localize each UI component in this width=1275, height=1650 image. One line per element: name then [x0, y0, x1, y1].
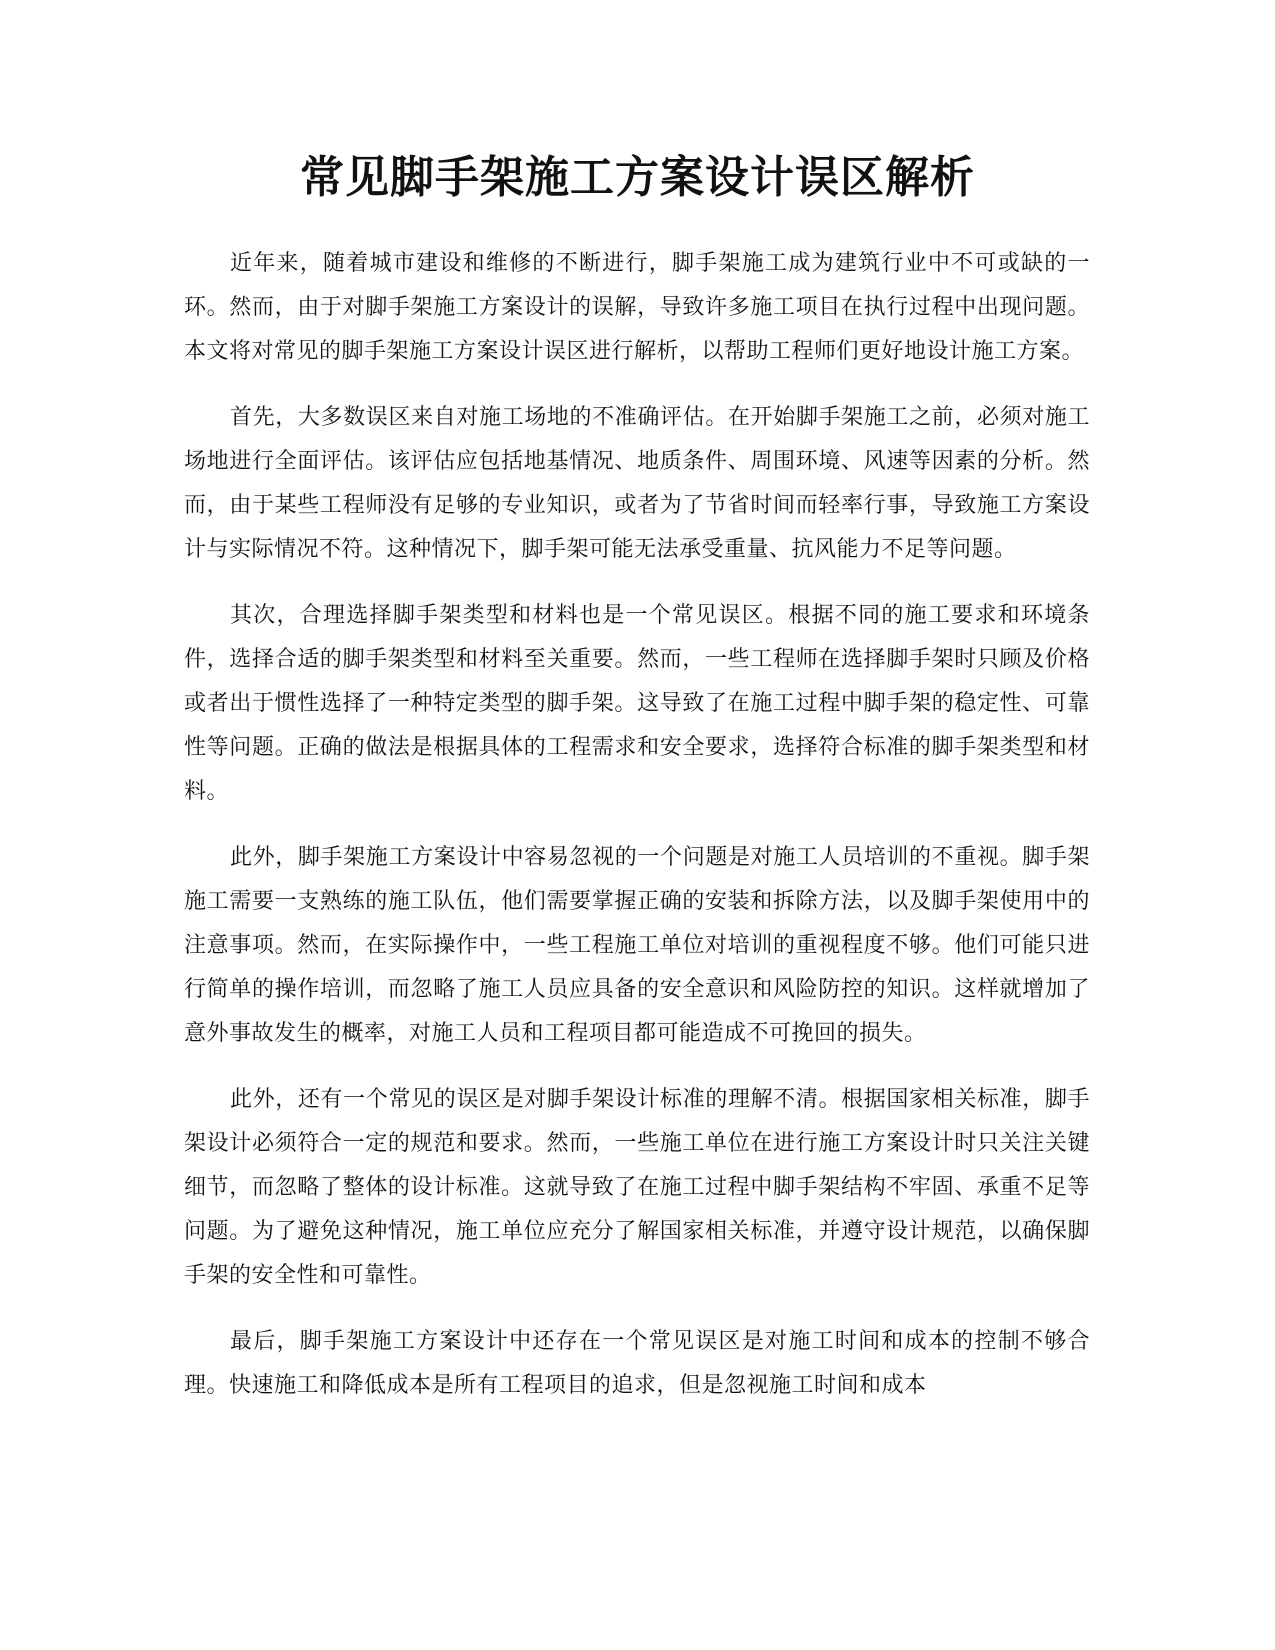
paragraph-6: 最后，脚手架施工方案设计中还存在一个常见误区是对施工时间和成本的控制不够合理。快速施工和降低成本是所有工程项目的追求，但是忽视施工时间和成本: [184, 1329, 1090, 1398]
paragraph-1: 近年来，随着城市建设和维修的不断进行，脚手架施工成为建筑行业中不可或缺的一环。然而，由于对脚手架施工方案设计的误解，导致许多施工项目在执行过程中出现问题。本文将对常见的脚手架施工方案设计误区进行解析，以帮助工程师们更好地设计施工方案。: [184, 251, 1090, 364]
paragraph-5: 此外，还有一个常见的误区是对脚手架设计标准的理解不清。根据国家相关标准，脚手架设计必须符合一定的规范和要求。然而，一些施工单位在进行施工方案设计时只关注关键细节，而忽略了整体的设计标准。这就导致了在施工过程中脚手架结构不牢固、承重不足等问题。为了避免这种情况，施工单位应充分了解国家相关标准，并遵守设计规范，以确保脚手架的安全性和可靠性。: [184, 1087, 1090, 1288]
document-title: 常见脚手架施工方案设计误区解析: [300, 152, 975, 203]
paragraph-3: 其次，合理选择脚手架类型和材料也是一个常见误区。根据不同的施工要求和环境条件，选择合适的脚手架类型和材料至关重要。然而，一些工程师在选择脚手架时只顾及价格或者出于惯性选择了一种特定类型的脚手架。这导致了在施工过程中脚手架的稳定性、可靠性等问题。正确的做法是根据具体的工程需求和安全要求，选择符合标准的脚手架类型和材料。: [184, 603, 1090, 804]
document-body: [184, 242, 1090, 1430]
paragraph-2: 首先，大多数误区来自对施工场地的不准确评估。在开始脚手架施工之前，必须对施工场地进行全面评估。该评估应包括地基情况、地质条件、周围环境、风速等因素的分析。然而，由于某些工程师没有足够的专业知识，或者为了节省时间而轻率行事，导致施工方案设计与实际情况不符。这种情况下，脚手架可能无法承受重量、抗风能力不足等问题。: [184, 405, 1090, 562]
paragraph-4: 此外，脚手架施工方案设计中容易忽视的一个问题是对施工人员培训的不重视。脚手架施工需要一支熟练的施工队伍，他们需要掌握正确的安装和拆除方法，以及脚手架使用中的注意事项。然而，在实际操作中，一些工程施工单位对培训的重视程度不够。他们可能只进行简单的操作培训，而忽略了施工人员应具备的安全意识和风险防控的知识。这样就增加了意外事故发生的概率，对施工人员和工程项目都可能造成不可挽回的损失。: [184, 845, 1090, 1046]
